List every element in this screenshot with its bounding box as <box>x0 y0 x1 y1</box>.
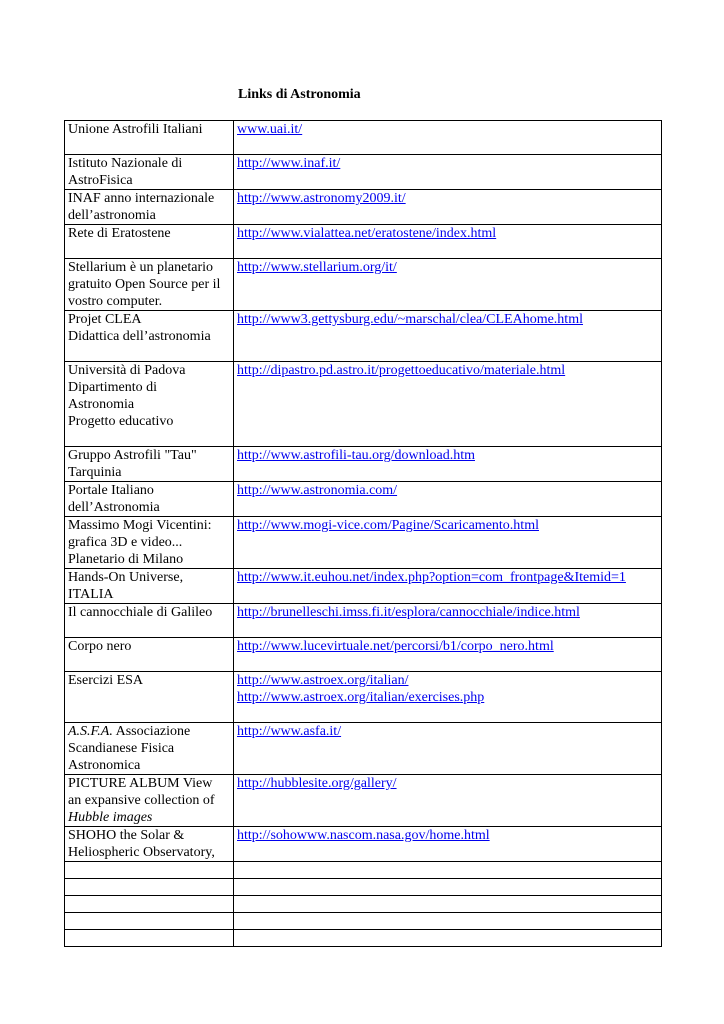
site-name-text: Projet CLEA <box>68 312 142 327</box>
site-name-text: Heliospheric Observatory, <box>68 845 215 860</box>
site-name-line <box>68 328 230 345</box>
url-link[interactable]: http://www3.gettysburg.edu/~marschal/clea/CLEAhome.html <box>237 312 583 327</box>
url-cell <box>234 569 662 604</box>
url-cell <box>234 896 662 913</box>
table-row <box>65 930 662 947</box>
site-name-line <box>68 844 230 861</box>
site-name-line <box>68 482 230 499</box>
page-title: Links di Astronomia <box>238 87 361 102</box>
site-name-line <box>68 225 230 242</box>
site-name-cell <box>65 190 234 225</box>
site-name-line <box>68 534 230 551</box>
site-name-line <box>68 792 230 809</box>
site-name-text: INAF anno internazionale <box>68 191 215 206</box>
site-name-text: Scandianese Fisica <box>68 741 175 756</box>
site-name-text: Stellarium è un planetario <box>68 260 214 275</box>
site-name-cell <box>65 362 234 447</box>
table-row <box>65 672 662 723</box>
site-name-line <box>68 447 230 464</box>
site-name-text: Corpo nero <box>68 639 132 654</box>
table-row <box>65 517 662 569</box>
site-name-line <box>68 121 230 138</box>
table-row <box>65 862 662 879</box>
site-name-text: gratuito Open Source per il <box>68 277 221 292</box>
url-cell <box>234 155 662 190</box>
url-link[interactable]: http://dipastro.pd.astro.it/progettoeducativo/materiale.html <box>237 363 566 378</box>
site-name-line <box>68 809 230 826</box>
table-row <box>65 896 662 913</box>
table-row <box>65 447 662 482</box>
site-name-cell <box>65 155 234 190</box>
url-link[interactable]: http://sohowww.nascom.nasa.gov/home.html <box>237 828 490 843</box>
site-name-cell <box>65 638 234 672</box>
url-cell <box>234 190 662 225</box>
site-name-cell <box>65 913 234 930</box>
site-name-text: Dipartimento di <box>68 380 158 395</box>
site-name-line <box>68 586 230 603</box>
site-name-text: Il cannocchiale di Galileo <box>68 605 213 620</box>
url-link[interactable]: http://www.stellarium.org/it/ <box>237 260 397 275</box>
url-link[interactable]: http://www.astrofili-tau.org/download.htm <box>237 448 475 463</box>
site-name-cell <box>65 569 234 604</box>
site-name-line <box>68 379 230 396</box>
url-link[interactable]: http://www.astroex.org/italian/ <box>237 673 409 688</box>
url-cell <box>234 827 662 862</box>
site-name-cell <box>65 482 234 517</box>
site-name-line <box>68 569 230 586</box>
site-name-cell <box>65 672 234 723</box>
site-name-line <box>68 723 230 740</box>
url-cell <box>234 775 662 827</box>
site-name-text: AstroFisica <box>68 173 133 188</box>
site-name-line <box>68 638 230 655</box>
site-name-line <box>68 190 230 207</box>
site-name-cell <box>65 862 234 879</box>
site-name-cell <box>65 879 234 896</box>
site-name-text: Didattica dell’astronomia <box>68 329 211 344</box>
url-link[interactable]: http://www.vialattea.net/eratostene/index.html <box>237 226 497 241</box>
site-name-text: vostro computer. <box>68 294 163 309</box>
site-name-line <box>68 740 230 757</box>
site-name-cell <box>65 447 234 482</box>
site-name-text: dell’Astronomia <box>68 500 160 515</box>
url-cell <box>234 930 662 947</box>
site-name-cell <box>65 896 234 913</box>
url-link[interactable]: http://www.astronomy2009.it/ <box>237 191 406 206</box>
url-link[interactable]: http://www.mogi-vice.com/Pagine/Scaricamento.html <box>237 518 539 533</box>
url-link[interactable]: http://brunelleschi.imss.fi.it/esplora/cannocchiale/indice.html <box>237 605 580 620</box>
site-name-text: SHOHO the Solar & <box>68 828 185 843</box>
url-cell <box>234 225 662 259</box>
table-row <box>65 482 662 517</box>
url-link[interactable]: www.uai.it/ <box>237 122 303 137</box>
url-link[interactable]: http://www.asfa.it/ <box>237 724 342 739</box>
site-name-text: Tarquinia <box>68 465 122 480</box>
site-name-text: Università di Padova <box>68 363 186 378</box>
url-link[interactable]: http://www.it.euhou.net/index.php?option=com_frontpage&Itemid=1 <box>237 570 626 585</box>
site-name-line <box>68 155 230 172</box>
site-name-text: Massimo Mogi Vicentini: <box>68 518 212 533</box>
site-name-line <box>68 672 230 689</box>
table-row <box>65 155 662 190</box>
site-name-line <box>68 757 230 774</box>
site-name-text: Astronomica <box>68 758 141 773</box>
site-name-cell <box>65 604 234 638</box>
site-name-text: PICTURE ALBUM View <box>68 776 213 791</box>
site-name-cell <box>65 225 234 259</box>
site-name-line <box>68 827 230 844</box>
site-name-text-rest: Associazione <box>112 724 191 739</box>
site-name-text: Istituto Nazionale di <box>68 156 183 171</box>
table-row <box>65 913 662 930</box>
site-name-line <box>68 413 230 430</box>
site-name-text: Hubble images <box>68 810 153 825</box>
table-row <box>65 121 662 155</box>
site-name-line <box>68 551 230 568</box>
site-name-text: dell’astronomia <box>68 208 156 223</box>
table-row <box>65 638 662 672</box>
site-name-line <box>68 259 230 276</box>
site-name-line <box>68 172 230 189</box>
site-name-text: Rete di Eratostene <box>68 226 171 241</box>
site-name-line <box>68 517 230 534</box>
table-row <box>65 879 662 896</box>
site-name-cell <box>65 930 234 947</box>
site-name-cell <box>65 517 234 569</box>
site-name-text: Esercizi ESA <box>68 673 144 688</box>
url-cell <box>234 482 662 517</box>
table-row <box>65 604 662 638</box>
url-cell <box>234 723 662 775</box>
site-name-text: Gruppo Astrofili "Tau" <box>68 448 197 463</box>
url-cell <box>234 672 662 723</box>
url-cell <box>234 913 662 930</box>
site-name-line <box>68 311 230 328</box>
site-name-text: Unione Astrofili Italiani <box>68 122 203 137</box>
site-name-line <box>68 775 230 792</box>
site-name-text: Hands-On Universe, <box>68 570 184 585</box>
site-name-cell <box>65 311 234 362</box>
url-link[interactable]: http://hubblesite.org/gallery/ <box>237 776 397 791</box>
table-row <box>65 190 662 225</box>
site-name-text: an expansive collection of <box>68 793 215 808</box>
links-table-body <box>65 121 662 947</box>
url-link[interactable]: http://www.lucevirtuale.net/percorsi/b1/corpo_nero.html <box>237 639 554 654</box>
site-name-text: grafica 3D e video... <box>68 535 183 550</box>
site-name-line <box>68 499 230 516</box>
site-name-line <box>68 293 230 310</box>
url-cell <box>234 362 662 447</box>
site-name-line <box>68 362 230 379</box>
url-cell <box>234 604 662 638</box>
site-name-text: ITALIA <box>68 587 114 602</box>
table-row <box>65 225 662 259</box>
url-cell <box>234 447 662 482</box>
site-name-text: Planetario di Milano <box>68 552 184 567</box>
site-name-text: Astronomia <box>68 397 135 412</box>
site-name-line <box>68 604 230 621</box>
table-row <box>65 259 662 311</box>
url-link[interactable]: http://www.inaf.it/ <box>237 156 341 171</box>
site-name-text: Progetto educativo <box>68 414 174 429</box>
table-row <box>65 723 662 775</box>
site-name-cell <box>65 121 234 155</box>
url-cell <box>234 638 662 672</box>
table-row <box>65 775 662 827</box>
url-cell <box>234 517 662 569</box>
url-cell <box>234 879 662 896</box>
site-name-line <box>68 276 230 293</box>
site-name-line <box>68 464 230 481</box>
site-name-line <box>68 396 230 413</box>
site-name-cell <box>65 259 234 311</box>
url-cell <box>234 862 662 879</box>
site-name-line <box>68 207 230 224</box>
table-row <box>65 362 662 447</box>
links-table <box>64 120 662 947</box>
table-row <box>65 569 662 604</box>
table-row <box>65 311 662 362</box>
url-cell <box>234 311 662 362</box>
url-cell <box>234 121 662 155</box>
site-name-cell <box>65 775 234 827</box>
site-name-cell <box>65 723 234 775</box>
site-name-text: A.S.F.A. <box>68 724 113 739</box>
url-cell <box>234 259 662 311</box>
url-link[interactable]: http://www.astronomia.com/ <box>237 483 398 498</box>
table-row <box>65 827 662 862</box>
site-name-text: Portale Italiano <box>68 483 154 498</box>
url-link[interactable]: http://www.astroex.org/italian/exercises.php <box>237 690 485 705</box>
site-name-cell <box>65 827 234 862</box>
